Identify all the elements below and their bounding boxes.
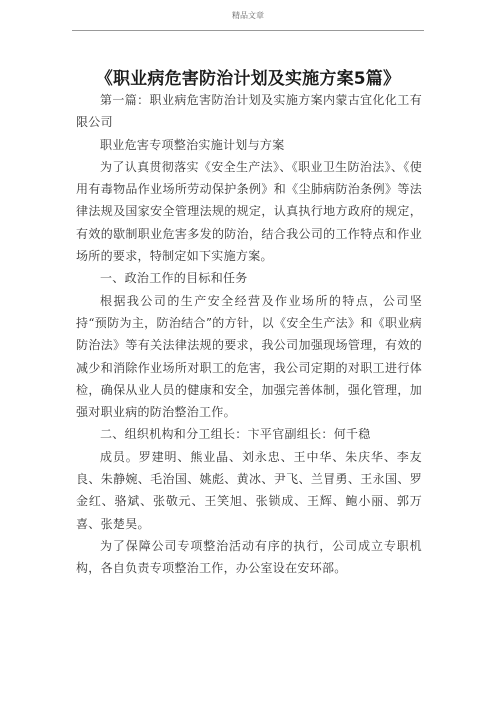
header-label: 精品文章: [232, 11, 264, 20]
section-heading-goals: 一、政治工作的目标和任务: [100, 271, 248, 286]
paragraph-office: 为了保障公司专项整治活动有序的执行，公司成立专职机构，各自负责专项整治工作，办公室设在安环部。: [76, 538, 422, 576]
paragraph-goals: 根据我公司的生产安全经营及作业场所的特点，公司坚持“预防为主，防治结合”的方针，以《安全生产法》和《职业病防治法》等有关法律法规的要求，我公司加强现场管理，有效的减少和消除作业场所对职工的危害，我公司定期的对职工进行体检，确保从业人员的健康和安全，加强完善体制，强化管理，加强对职业病的防治整治工作。: [76, 293, 422, 420]
document-title: 《职业病危害防治计划及实施方案5篇》: [95, 69, 401, 89]
header-divider: [72, 30, 424, 31]
paragraph-intro: 为了认真贯彻落实《安全生产法》、《职业卫生防治法》、《使用有毒物品作业场所劳动保护条例》和《尘肺病防治条例》等法律法规及国家安全管理法规的规定，认真执行地方政府的规定，有效的歇制职业危害多发的防治，结合我公司的工作特点和作业场所的要求，特制定如下实施方案。: [76, 159, 422, 264]
section-heading-organization: 二、组织机构和分工组长：卞平官副组长：何千稳: [100, 427, 371, 442]
document-body: [76, 89, 422, 580]
paragraph-part-heading: 第一篇：职业病危害防治计划及实施方案内蒙古宜化化工有限公司: [76, 93, 422, 130]
paragraph-subtitle: 职业危害专项整治实施计划与方案: [100, 137, 285, 152]
paragraph-members: 成员。罗建明、熊业晶、刘永忠、王中华、朱庆华、李友良、朱静婉、毛治国、姚彪、黄冰、尹飞、兰冒勇、王永国、罗金红、骆斌、张敬元、王笑旭、张锁成、王辉、鲍小丽、郭万喜、张楚昊。: [76, 449, 422, 531]
